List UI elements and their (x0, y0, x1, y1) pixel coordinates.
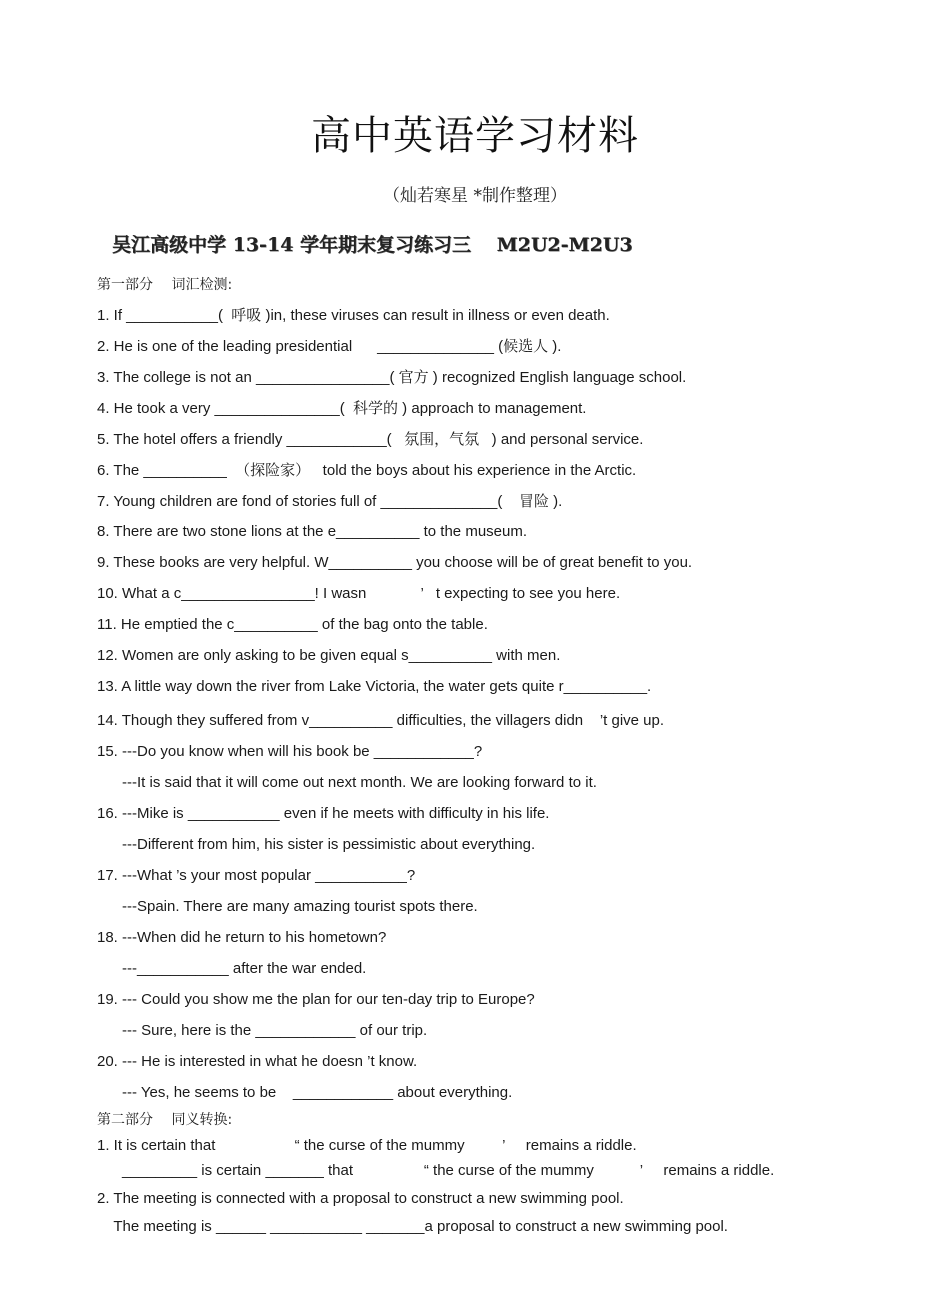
question-10: 10. What a c________________! I wasn ’ t expecting to see you here. (97, 585, 621, 602)
page-subtitle: （灿若寒星 *制作整理） (383, 186, 567, 206)
question-11: 11. He emptied the c__________ of the bag onto the table. (97, 616, 488, 633)
transform-2: 2. The meeting is connected with a proposal to construct a new swimming pool. (97, 1190, 624, 1207)
part1-heading: 第一部分 词汇检测: (97, 277, 233, 293)
question-17: 17. ---What ’s your most popular ___________? (97, 867, 416, 884)
transform-2-answer: The meeting is ______ ___________ _______a proposal to construct a new swimming pool. (97, 1218, 728, 1235)
question-18: 18. ---When did he return to his hometown? (97, 929, 387, 946)
question-19: 19. --- Could you show me the plan for our ten-day trip to Europe? (97, 991, 535, 1008)
question-15: 15. ---Do you know when will his book be ____________? (97, 743, 483, 760)
question-5: 5. The hotel offers a friendly ____________( 氛围，气氛 ) and personal service. (97, 431, 644, 448)
page-title: 高中英语学习材料 (311, 113, 639, 159)
transform-1-answer: _________ is certain _______ that “ the curse of the mummy ’ remains a riddle. (97, 1162, 775, 1179)
question-14: 14. Though they suffered from v__________ difficulties, the villagers didn ’t give up. (97, 712, 665, 729)
question-19-reply: --- Sure, here is the ____________ of our trip. (97, 1022, 428, 1039)
question-1: 1. If ___________( 呼吸 )in, these viruses can result in illness or even death. (97, 307, 610, 324)
question-16: 16. ---Mike is ___________ even if he meets with difficulty in his life. (97, 805, 550, 822)
question-20-reply: --- Yes, he seems to be ____________ about everything. (97, 1084, 513, 1101)
question-7: 7. Young children are fond of stories full of ______________( 冒险 ). (97, 493, 563, 510)
question-8: 8. There are two stone lions at the e__________ to the museum. (97, 523, 528, 540)
question-4: 4. He took a very _______________( 科学的 ) approach to management. (97, 400, 587, 417)
question-3: 3. The college is not an ________________( 官方 ) recognized English language school. (97, 369, 687, 386)
question-12: 12. Women are only asking to be given equal s__________ with men. (97, 647, 561, 664)
question-13: 13. A little way down the river from Lake Victoria, the water gets quite r__________. (97, 678, 652, 695)
question-15-reply: ---It is said that it will come out next month. We are looking forward to it. (97, 774, 597, 791)
part2-heading: 第二部分 同义转换: (97, 1112, 233, 1128)
question-9: 9. These books are very helpful. W__________ you choose will be of great benefit to you. (97, 554, 693, 571)
question-16-reply: ---Different from him, his sister is pessimistic about everything. (97, 836, 536, 853)
question-6: 6. The __________ （探险家） told the boys about his experience in the Arctic. (97, 462, 637, 479)
question-20: 20. --- He is interested in what he doesn ’t know. (97, 1053, 418, 1070)
exam-title: 吴江高级中学 13-14 学年期末复习练习三 M2U2-M2U3 (112, 234, 633, 256)
question-18-reply: ---___________ after the war ended. (97, 960, 367, 977)
question-17-reply: ---Spain. There are many amazing tourist spots there. (97, 898, 478, 915)
transform-1: 1. It is certain that “ the curse of the mummy ’ remains a riddle. (97, 1137, 637, 1154)
question-2: 2. He is one of the leading presidential ______________ (候选人 ). (97, 338, 562, 355)
